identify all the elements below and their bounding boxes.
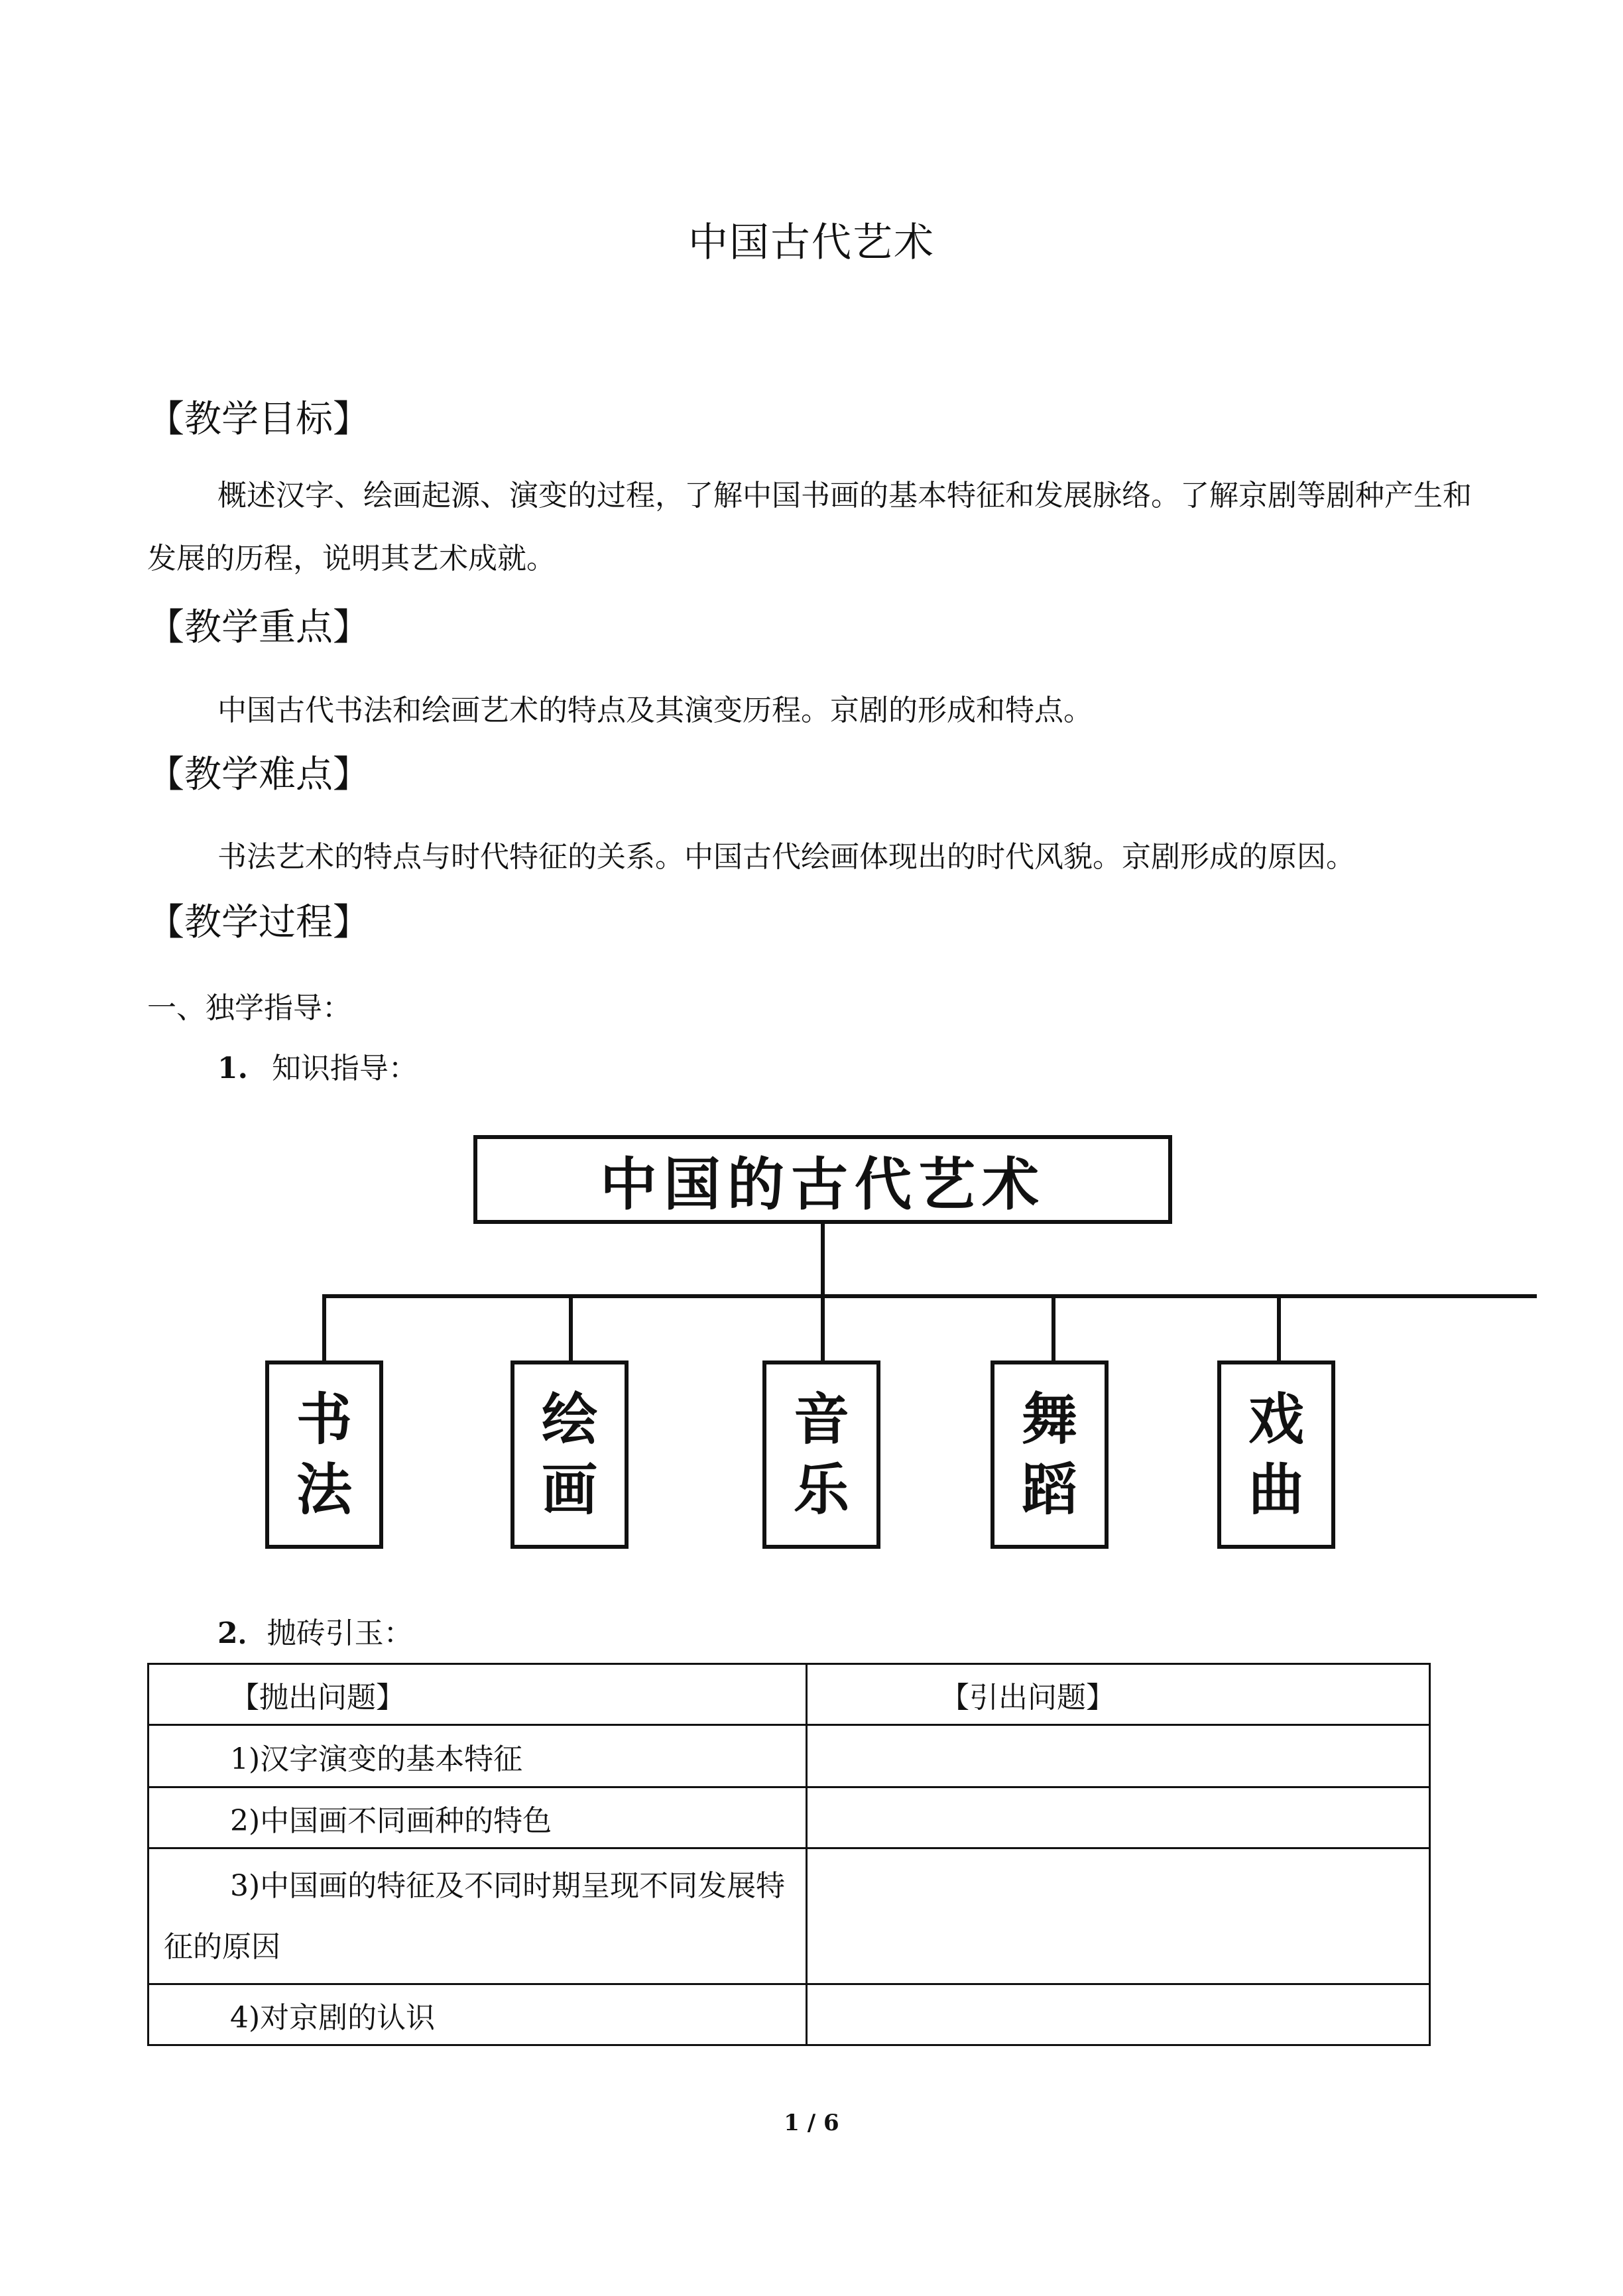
item-2-number: 2．	[217, 1616, 267, 1650]
difficulty-text: 书法艺术的特点与时代特征的关系。中国古代绘画体现出的时代风貌。京剧形成的原因。	[217, 840, 1355, 874]
goal-text: 概述汉字、绘画起源、演变的过程，了解中国书画的基本特征和发展脉络。了解京剧等剧种产生和发展的历程，说明其艺术成就。	[147, 479, 1472, 575]
horizontal-connector-line	[322, 1294, 1537, 1298]
table-header-cell	[149, 1664, 807, 1725]
table-row	[149, 1725, 1430, 1787]
diagram-leaf-painting	[511, 1360, 629, 1549]
leaf-char: 戏	[1248, 1386, 1304, 1452]
table-header-cell	[807, 1664, 1430, 1725]
item-1-number: 1.	[217, 1052, 248, 1085]
leaf-char: 舞	[1021, 1386, 1077, 1452]
item-1-label: 知识指导：	[271, 1052, 418, 1085]
table-header-row	[149, 1664, 1430, 1725]
question-text: 1)汉字演变的基本特征	[230, 1742, 523, 1776]
table-cell-answer	[807, 1848, 1430, 1984]
question-text: 2)中国画不同画种的特色	[230, 1803, 552, 1838]
part-one-heading: 一、独学指导：	[147, 991, 351, 1025]
question-text: 3)中国画的特征及不同时期呈现不同发展特征的原因	[164, 1869, 786, 1964]
process-heading: 【教学过程】	[147, 901, 370, 944]
art-hierarchy-diagram	[252, 1120, 1352, 1565]
diagram-root-box: 中国的古代艺术	[473, 1135, 1172, 1224]
table-cell-question	[149, 1984, 807, 2045]
question-table	[147, 1663, 1431, 2046]
goal-heading: 【教学目标】	[147, 398, 370, 441]
diagram-leaf-opera	[1217, 1360, 1335, 1549]
page-title: 中国古代艺术	[688, 219, 935, 266]
leaf-connector-line	[1052, 1294, 1055, 1360]
question-text: 4)对京剧的认识	[230, 2000, 436, 2035]
leaf-char: 书	[296, 1386, 352, 1452]
table-cell-question	[149, 1787, 807, 1848]
key-text: 中国古代书法和绘画艺术的特点及其演变历程。京剧的形成和特点。	[217, 694, 1093, 727]
leaf-char: 蹈	[1021, 1457, 1077, 1522]
leaf-connector-line	[569, 1294, 573, 1360]
leaf-char: 音	[793, 1386, 849, 1452]
leaf-connector-line	[322, 1294, 326, 1360]
leaf-connector-line	[1277, 1294, 1281, 1360]
diagram-leaf-music	[762, 1360, 880, 1549]
table-cell-question	[149, 1848, 807, 1984]
table-header-text: 【抛出问题】	[230, 1680, 405, 1715]
key-heading: 【教学重点】	[147, 606, 370, 649]
table-header-text: 【引出问题】	[940, 1680, 1115, 1715]
table-cell-answer	[807, 1725, 1430, 1787]
table-row	[149, 1984, 1430, 2045]
leaf-char: 画	[541, 1457, 597, 1522]
leaf-char: 乐	[793, 1457, 849, 1522]
item-2-label: 抛砖引玉：	[267, 1616, 413, 1650]
leaf-char: 绘	[541, 1386, 597, 1452]
table-cell-question	[149, 1725, 807, 1787]
item-2	[217, 1609, 413, 1652]
diagram-leaf-dance	[991, 1360, 1109, 1549]
difficulty-heading: 【教学难点】	[147, 753, 370, 796]
item-1	[217, 1044, 418, 1087]
diagram-leaf-calligraphy	[265, 1360, 383, 1549]
leaf-char: 法	[296, 1457, 352, 1522]
page-number: 1 / 6	[784, 2110, 839, 2136]
table-row	[149, 1848, 1430, 1984]
table-cell-answer	[807, 1787, 1430, 1848]
leaf-connector-line	[821, 1294, 825, 1360]
table-row	[149, 1787, 1430, 1848]
root-connector-line	[821, 1224, 825, 1296]
leaf-char: 曲	[1248, 1457, 1304, 1522]
table-cell-answer	[807, 1984, 1430, 2045]
